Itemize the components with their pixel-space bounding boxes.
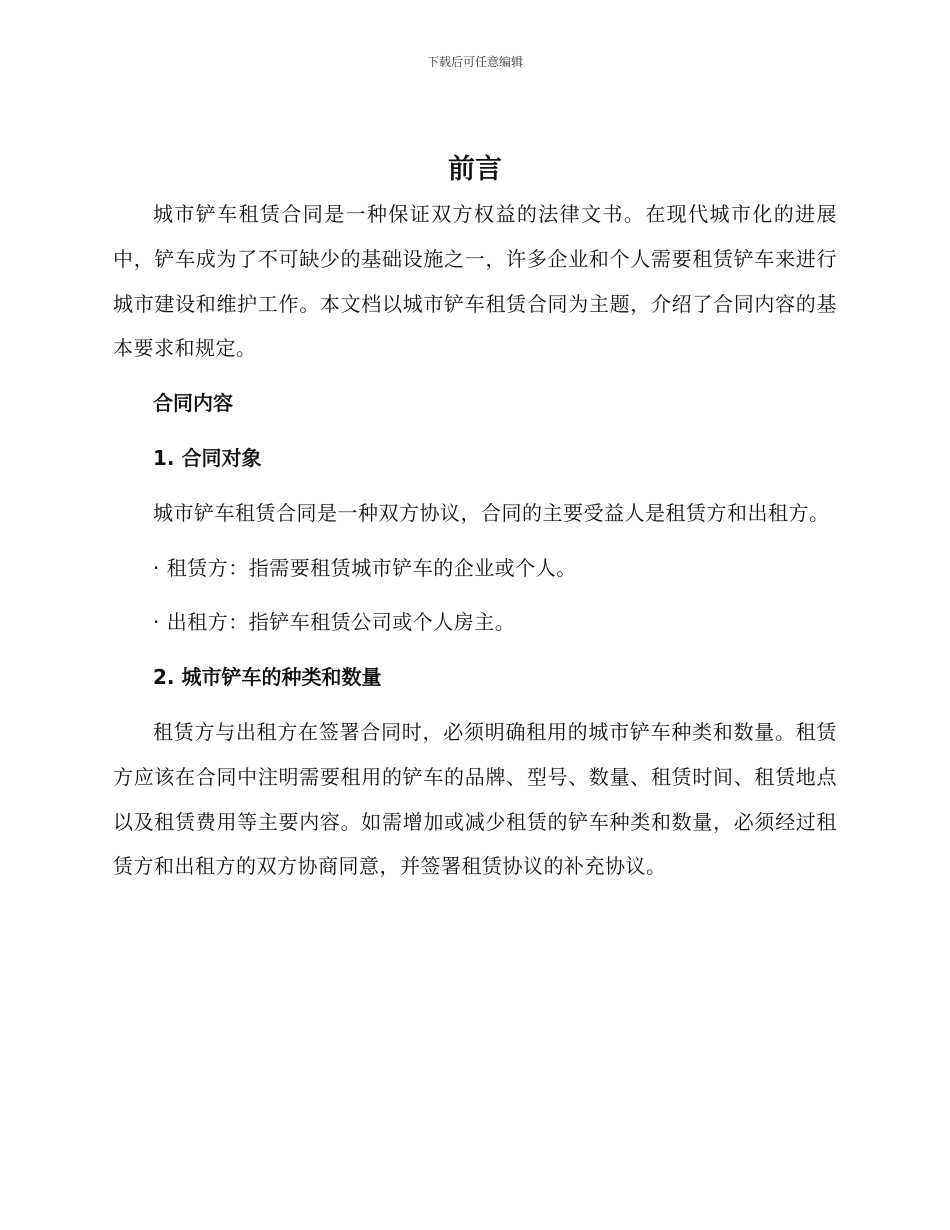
section-2-heading: 2. 城市铲车的种类和数量 xyxy=(153,665,382,690)
header-note: 下载后可任意编辑 xyxy=(426,55,523,69)
page-title: 前言 xyxy=(448,154,502,185)
section-1-paragraph: 城市铲车租赁合同是一种双方协议，合同的主要受益人是租赁方和出租方。 xyxy=(153,500,830,525)
bullet-item-lessee: · 租赁方：指需要租赁城市铲车的企业或个人。 xyxy=(153,555,577,580)
section-2-paragraph: 租赁方与出租方在签署合同时，必须明确租用的城市铲车种类和数量。租赁方应该在合同中注明需要租用的铲车的品牌、型号、数量、租赁时间、租赁地点以及租赁费用等主要内容。如需增加或减少租赁的铲车种类和数量，必须经过租赁方和出租方的双方协商同意，并签署租赁协议的补充协议。 xyxy=(113,719,837,879)
intro-paragraph: 城市铲车租赁合同是一种保证双方权益的法律文书。在现代城市化的进展中，铲车成为了不可缺少的基础设施之一，许多企业和个人需要租赁铲车来进行城市建设和维护工作。本文档以城市铲车租赁合同为主题，介绍了合同内容的基本要求和规定。 xyxy=(113,202,837,361)
section-1-heading: 1. 合同对象 xyxy=(153,445,262,470)
document-body xyxy=(113,148,837,889)
section-heading-contract-content: 合同内容 xyxy=(153,391,233,416)
bullet-item-lessor: · 出租方：指铲车租赁公司或个人房主。 xyxy=(153,610,516,635)
